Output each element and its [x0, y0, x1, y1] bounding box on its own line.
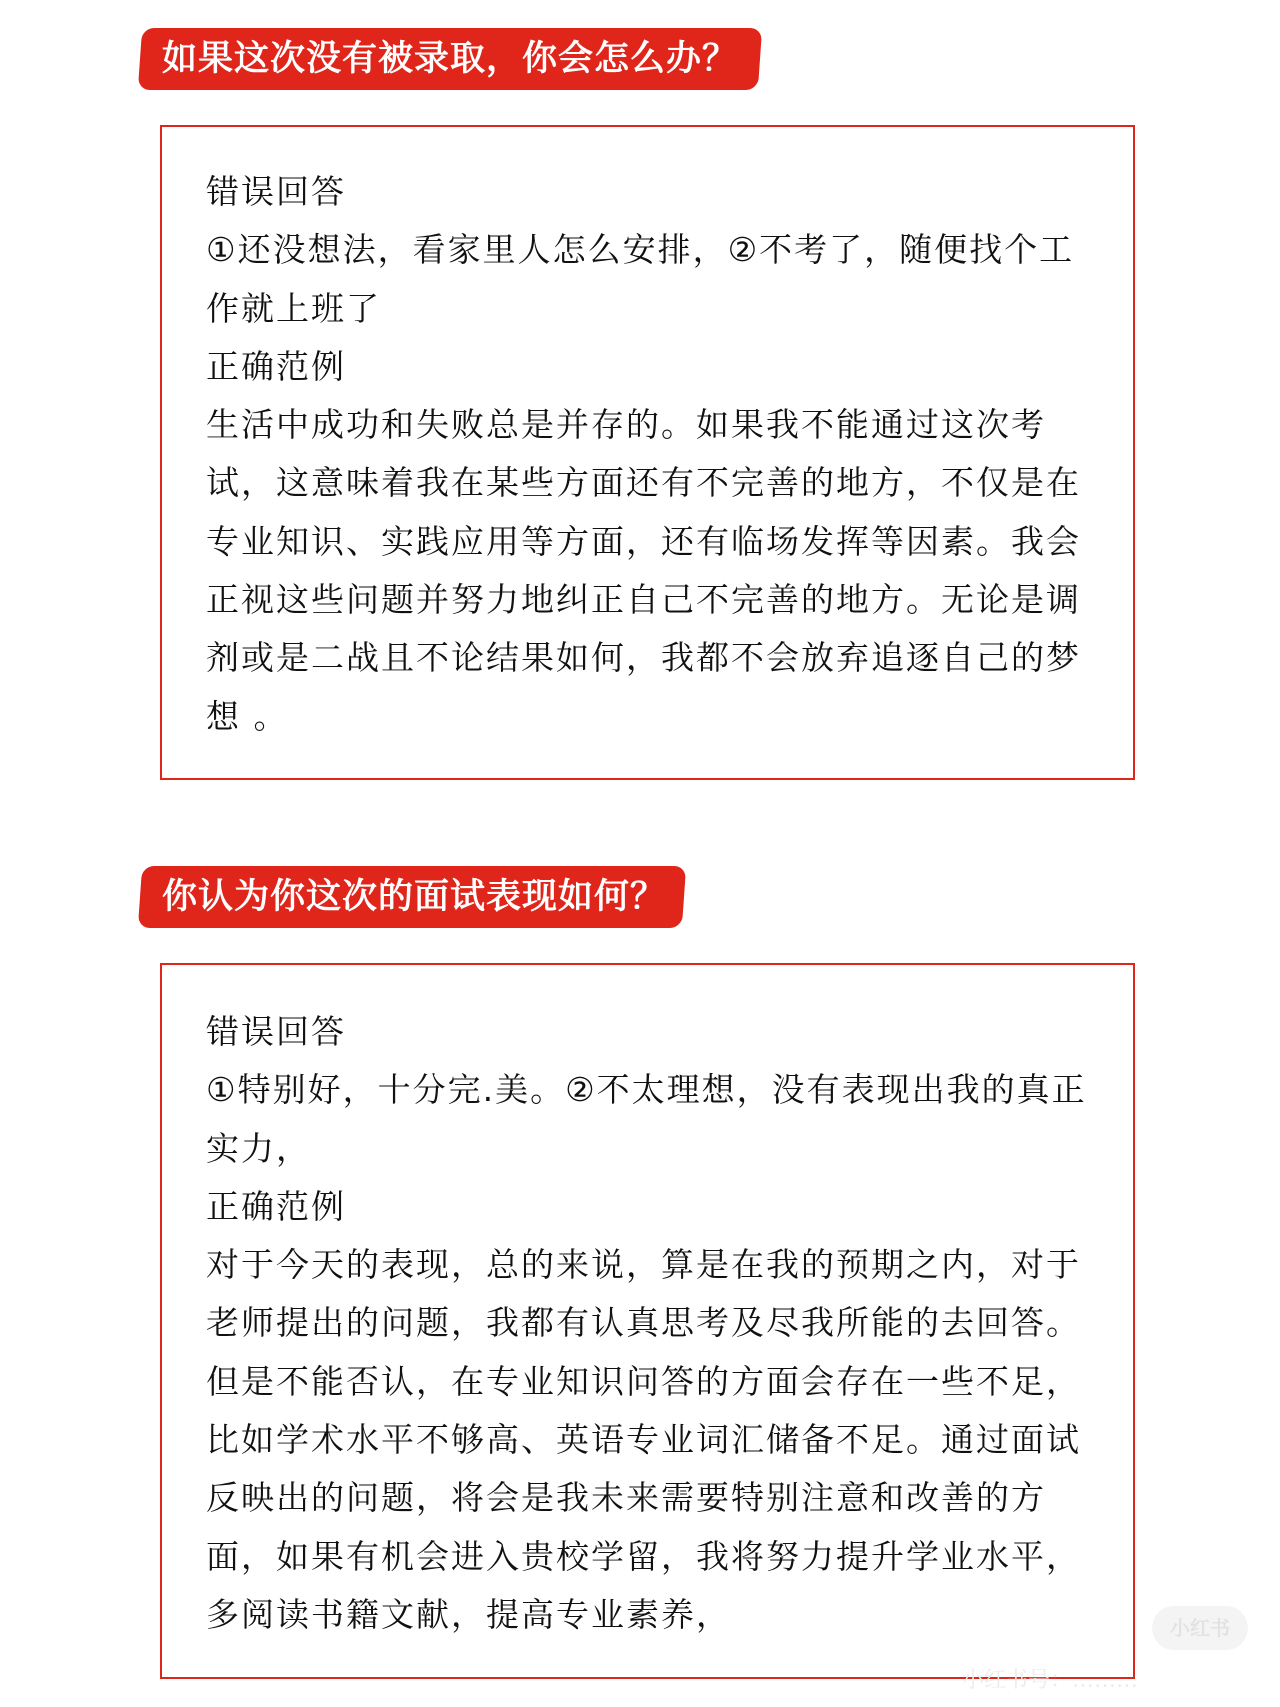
correct-answer-line: 反映出的问题，将会是我未来需要特别注意和改善的方 — [206, 1478, 1046, 1518]
question-banner-1 — [138, 28, 762, 90]
wrong-answer-label-1: 错误回答 — [206, 172, 346, 211]
question-title-1: 如果这次没有被录取，你会怎么办？ — [162, 39, 739, 79]
correct-answer-line: 比如学术水平不够高、英语专业词汇储备不足。通过面试 — [206, 1420, 1081, 1460]
correct-answer-label-1: 正确范例 — [206, 346, 346, 386]
question-title-2: 你认为你这次的面试表现如何？ — [162, 877, 667, 917]
correct-answer-label-2: 正确范例 — [206, 1186, 346, 1226]
correct-answer-line: 正视这些问题并努力地纠正自己不完善的地方。无论是调 — [206, 580, 1081, 620]
correct-answer-line: 但是不能否认，在专业知识问答的方面会存在一些不足， — [206, 1361, 1081, 1401]
correct-answer-line: 专业知识、实践应用等方面，还有临场发挥等因素。我会 — [206, 521, 1081, 561]
wrong-answer-line: ①还没想法，看家里人怎么安排，②不考了，随便找个工 — [206, 230, 1075, 270]
correct-answer-line: 想 。 — [206, 696, 289, 736]
answer-card-2 — [160, 963, 1135, 1679]
correct-answer-line: 面，如果有机会进入贵校学留，我将努力提升学业水平， — [206, 1536, 1081, 1576]
watermark-logo: 小红书 — [1152, 1606, 1248, 1650]
watermark-text: 小红书号：……… — [962, 1668, 1139, 1693]
correct-answer-line: 对于今天的表现，总的来说，算是在我的预期之内，对于 — [206, 1245, 1081, 1285]
wrong-answer-label-2: 错误回答 — [206, 1012, 346, 1051]
answer-card-1 — [160, 125, 1135, 780]
correct-answer-line: 生活中成功和失败总是并存的。如果我不能通过这次考 — [206, 405, 1046, 445]
correct-answer-line: 多阅读书籍文献，提高专业素养， — [206, 1594, 731, 1634]
correct-answer-line: 剂或是二战且不论结果如何，我都不会放弃追逐自己的梦 — [206, 638, 1081, 678]
question-banner-2 — [138, 866, 686, 928]
wrong-answer-line: ①特别好，十分完.美。②不太理想，没有表现出我的真正 — [206, 1070, 1087, 1110]
correct-answer-line: 老师提出的问题，我都有认真思考及尽我所能的去回答。 — [206, 1303, 1081, 1343]
correct-answer-line: 试，这意味着我在某些方面还有不完善的地方，不仅是在 — [206, 463, 1081, 503]
wrong-answer-line: 作就上班了 — [206, 288, 381, 328]
wrong-answer-line: 实力， — [206, 1128, 311, 1168]
